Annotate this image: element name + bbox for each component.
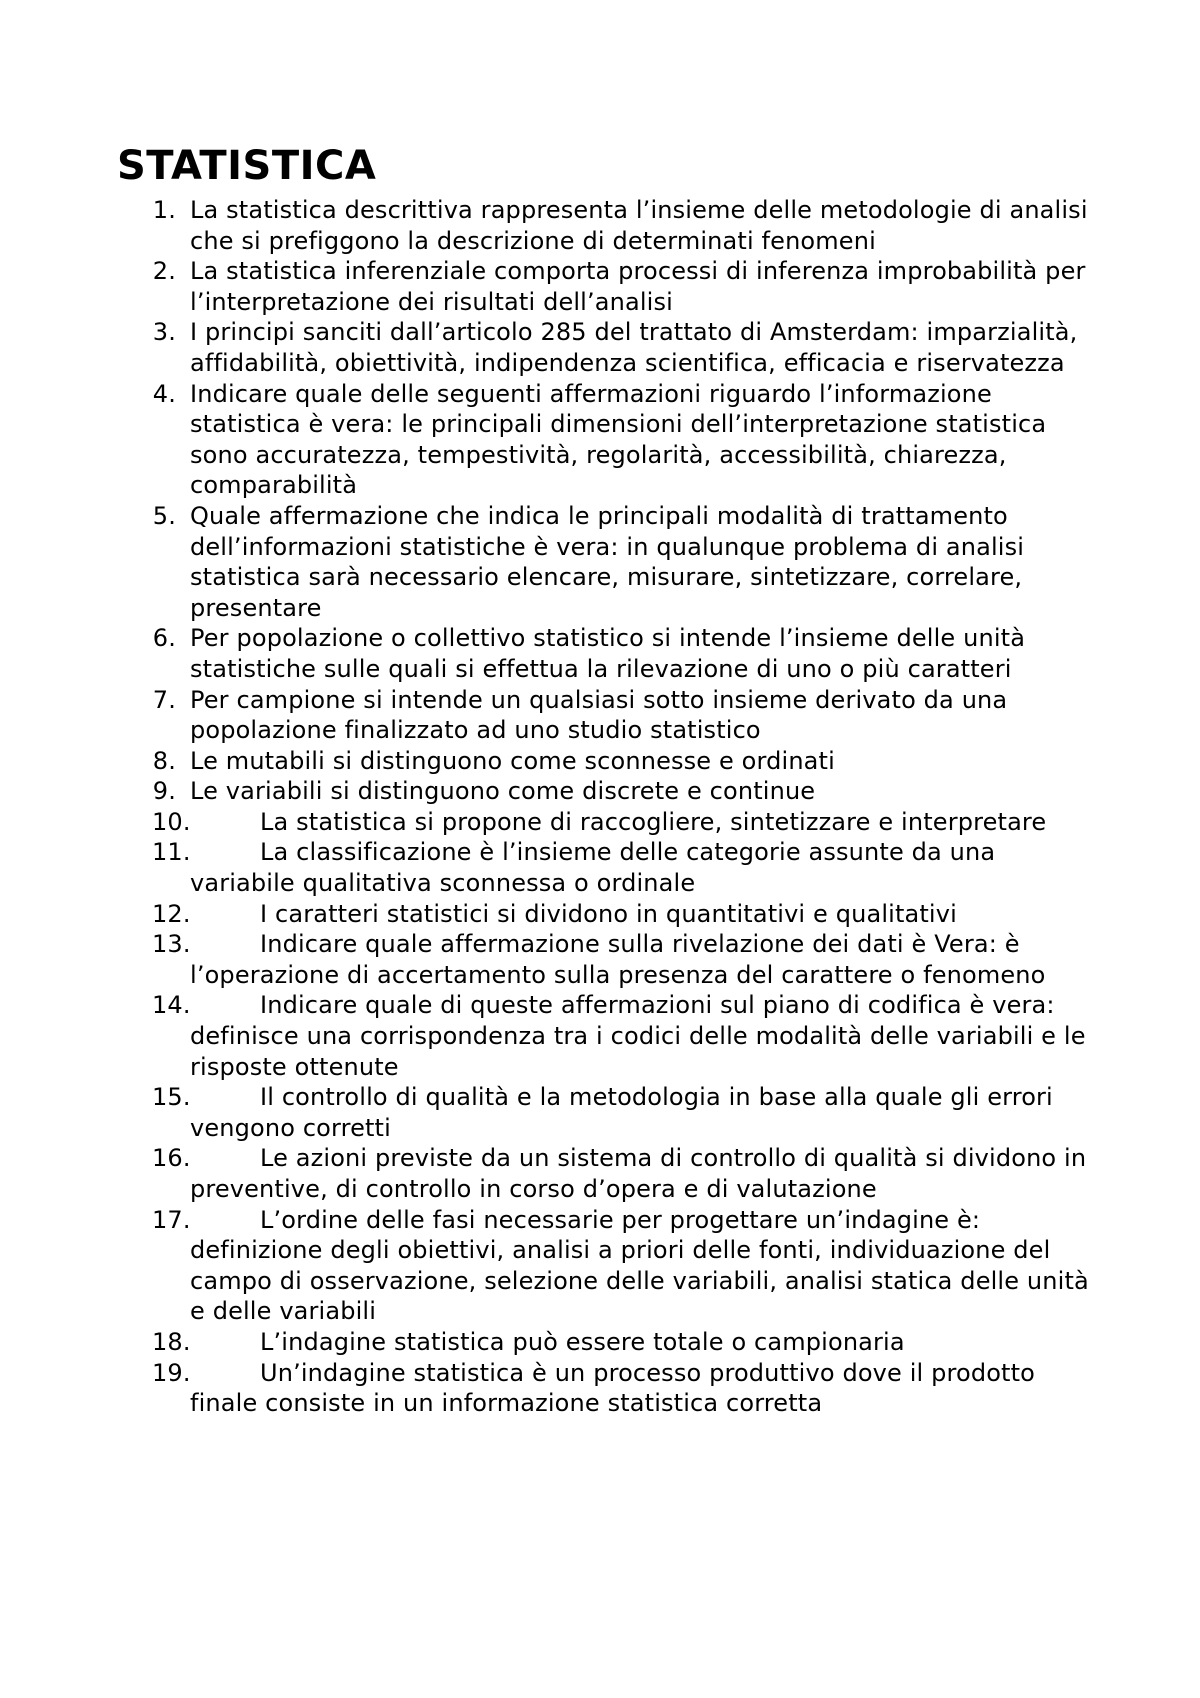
list-item — [0, 899, 1090, 930]
item-text: Le variabili si distinguono come discrete e continue — [190, 777, 816, 806]
item-number: 8. — [152, 746, 176, 775]
item-number: 13. — [152, 930, 191, 959]
item-number: 3. — [152, 318, 176, 347]
list-item — [0, 807, 1090, 838]
list-item — [0, 1082, 1090, 1143]
item-number: 17. — [152, 1205, 191, 1234]
item-number: 9. — [152, 777, 176, 806]
document-title: STATISTICA — [117, 143, 377, 189]
item-text: Indicare quale delle seguenti affermazioni riguardo l’informazione statistica è vera: le principali dimensioni dell’interpretazione statistica sono accuratezza, tempestività, regolarità, accessibilità, chiarezza, comparabilità — [190, 379, 1047, 500]
list-item — [0, 1143, 1090, 1204]
item-number: 7. — [152, 685, 176, 714]
item-number: 5. — [152, 501, 176, 530]
item-text: Per popolazione o collettivo statistico si intende l’insieme delle unità statistiche sulle quali si effettua la rilevazione di uno o più caratteri — [190, 624, 1026, 683]
item-text: L’indagine statistica può essere totale o campionaria — [260, 1327, 905, 1356]
item-text: I caratteri statistici si dividono in quantitativi e qualitativi — [260, 899, 957, 928]
item-text: Indicare quale di queste affermazioni sul piano di codifica è vera: definisce una corrispondenza tra i codici delle modalità delle variabili e le risposte ottenute — [190, 991, 1086, 1081]
item-number: 11. — [152, 838, 191, 867]
list-item — [0, 317, 1090, 378]
list-item — [0, 746, 1090, 777]
item-text: Quale affermazione che indica le principali modalità di trattamento dell’informazioni statistiche è vera: in qualunque problema di analisi statistica sarà necessario elencare, misurare, sintetizzare, correlare, presentare — [190, 501, 1025, 622]
item-number: 18. — [152, 1327, 191, 1356]
item-text: Indicare quale affermazione sulla rivelazione dei dati è Vera: è l’operazione di accertamento sulla presenza del carattere o fenomeno — [190, 930, 1046, 989]
list-item — [0, 256, 1090, 317]
item-number: 10. — [152, 807, 191, 836]
list-item — [0, 1327, 1090, 1358]
item-text: La statistica descrittiva rappresenta l’insieme delle metodologie di analisi che si prefiggono la descrizione di determinati fenomeni — [190, 196, 1088, 255]
list-item — [0, 685, 1090, 746]
item-text: L’ordine delle fasi necessarie per progettare un’indagine è: definizione degli obiettivi, analisi a priori delle fonti, individuazione del campo di osservazione, selezione delle variabili, analisi statica delle unità e delle variabili — [190, 1205, 1089, 1326]
statements-list — [0, 195, 1200, 1419]
list-item — [0, 501, 1090, 623]
item-text: Un’indagine statistica è un processo produttivo dove il prodotto finale consiste in un informazione statistica corretta — [190, 1358, 1035, 1418]
list-item — [0, 1205, 1090, 1327]
item-number: 12. — [152, 899, 191, 928]
item-text: Il controllo di qualità e la metodologia in base alla quale gli errori vengono corretti — [190, 1083, 1053, 1142]
item-number: 2. — [152, 257, 176, 286]
item-number: 6. — [152, 624, 176, 653]
item-number: 4. — [152, 379, 176, 408]
item-text: I principi sanciti dall’articolo 285 del trattato di Amsterdam: imparzialità, affidabilità, obiettività, indipendenza scientifica, efficacia e riservatezza — [190, 318, 1078, 377]
item-text: La classificazione è l’insieme delle categorie assunte da una variabile qualitativa sconnessa o ordinale — [190, 838, 996, 898]
list-item — [0, 195, 1090, 256]
list-item — [0, 776, 1090, 807]
list-item — [0, 837, 1090, 898]
list-item — [0, 929, 1090, 990]
item-number: 1. — [152, 196, 176, 224]
item-text: Le azioni previste da un sistema di controllo di qualità si dividono in preventive, di controllo in corso d’opera e di valutazione — [190, 1144, 1087, 1203]
list-item — [0, 623, 1090, 684]
item-text: La statistica inferenziale comporta processi di inferenza improbabilità per l’interpretazione dei risultati dell’analisi — [190, 257, 1086, 316]
item-number: 19. — [152, 1358, 191, 1387]
item-text: Le mutabili si distinguono come sconnesse e ordinati — [190, 746, 835, 775]
item-number: 14. — [152, 991, 191, 1020]
item-number: 16. — [152, 1144, 191, 1173]
item-text: Per campione si intende un qualsiasi sotto insieme derivato da una popolazione finalizzato ad uno studio statistico — [190, 685, 1008, 745]
list-item — [0, 379, 1090, 501]
list-item — [0, 1358, 1090, 1419]
list-item — [0, 990, 1090, 1082]
item-text: La statistica si propone di raccogliere, sintetizzare e interpretare — [260, 807, 1047, 836]
item-number: 15. — [152, 1083, 191, 1112]
